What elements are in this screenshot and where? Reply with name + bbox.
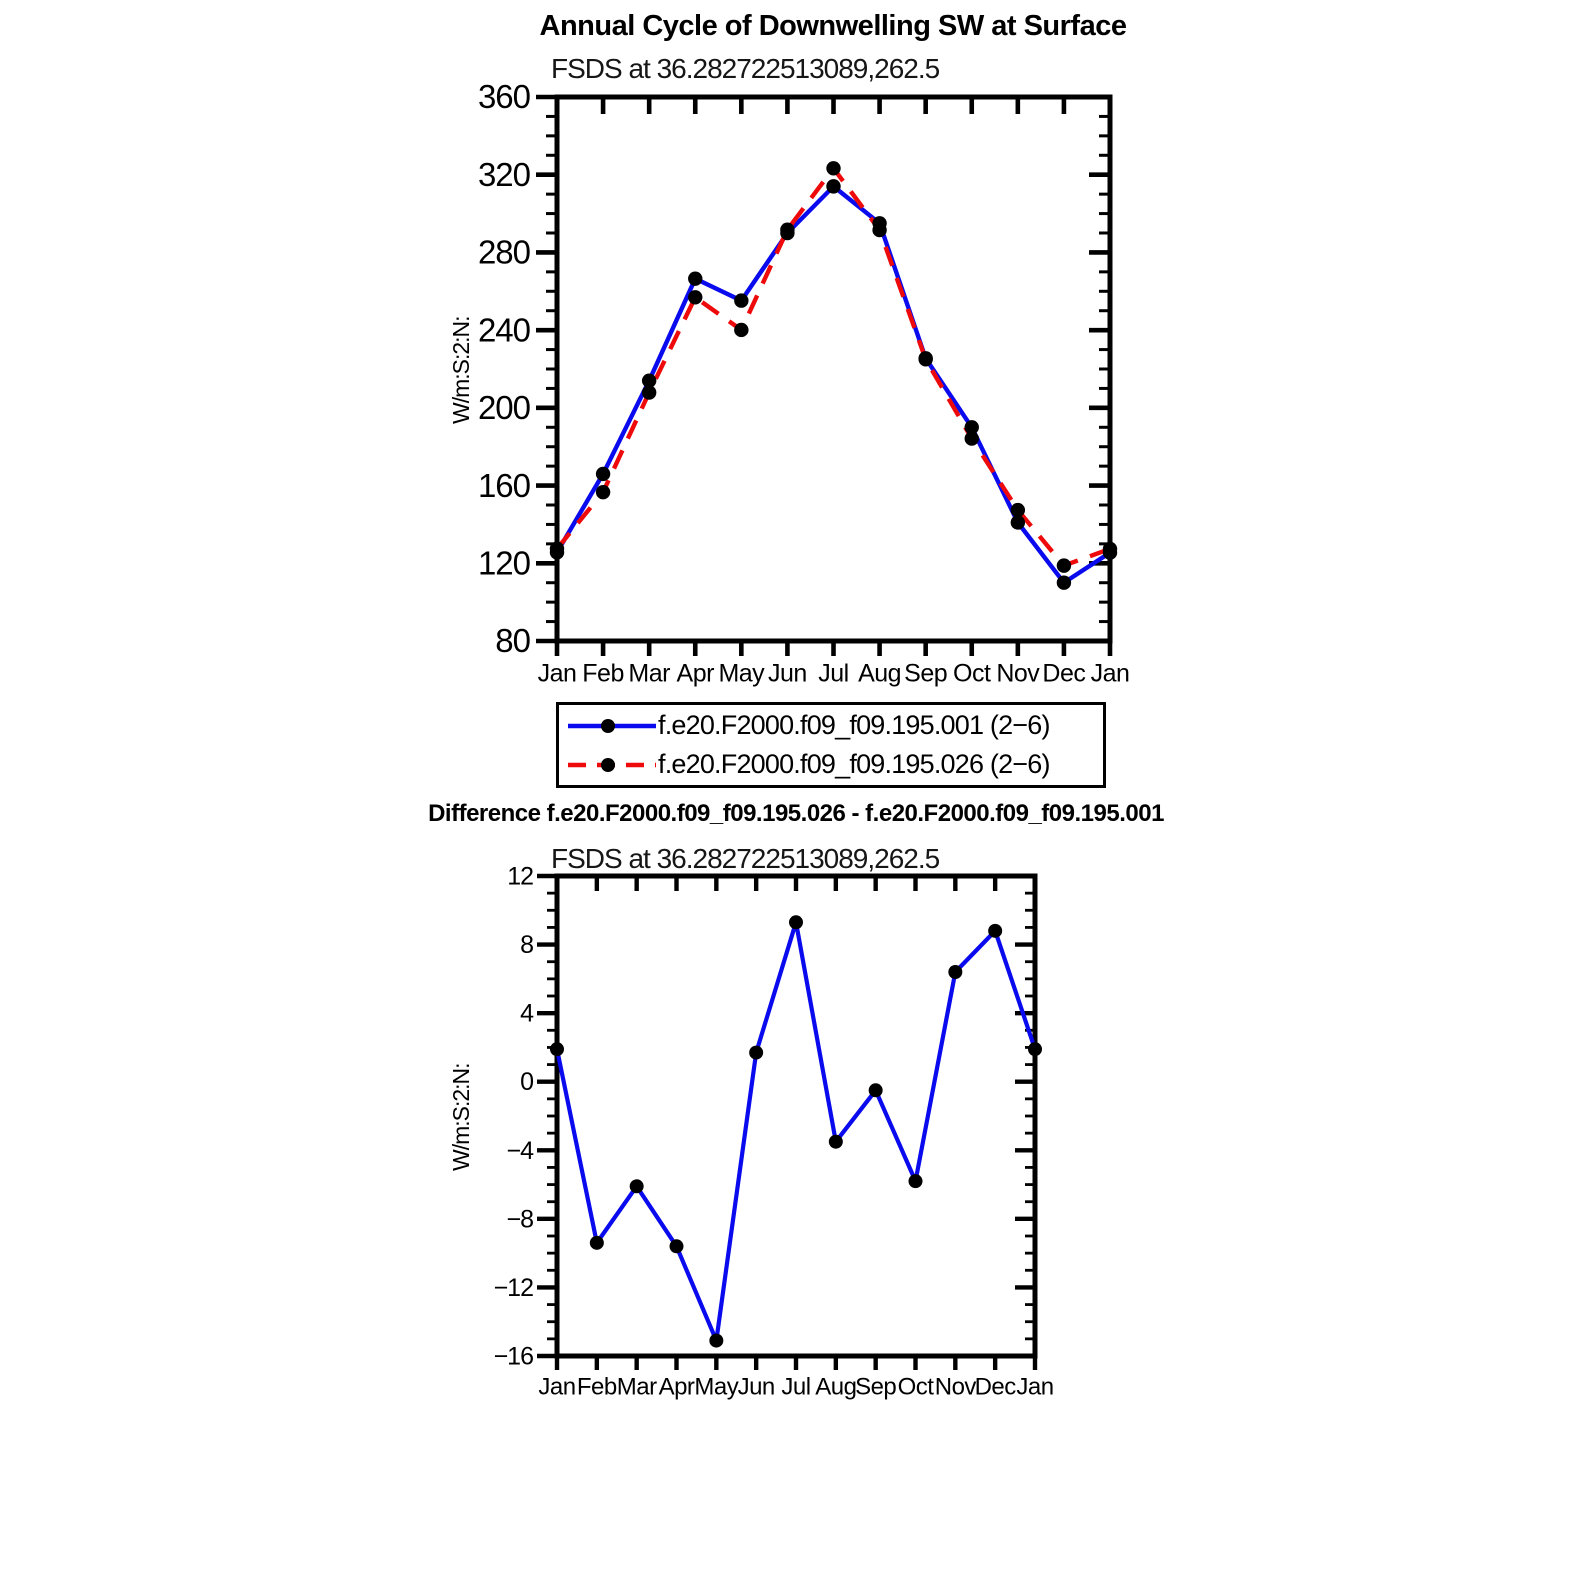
svg-text:8: 8 xyxy=(520,931,533,960)
svg-text:May: May xyxy=(694,1373,739,1401)
svg-text:12: 12 xyxy=(507,862,533,891)
chart1 xyxy=(478,78,1129,687)
chart2-subtitle: FSDS at 36.282722513089,262.5 xyxy=(551,843,940,874)
svg-text:80: 80 xyxy=(495,622,530,660)
legend-row-series1 xyxy=(559,706,1103,745)
svg-text:Dec: Dec xyxy=(1042,659,1086,688)
legend-label-series2: f.e20.F2000.f09_f09.195.026 (2−6) xyxy=(658,749,1050,779)
svg-text:160: 160 xyxy=(477,466,530,504)
svg-text:Dec: Dec xyxy=(974,1373,1016,1401)
svg-text:Oct: Oct xyxy=(897,1373,934,1401)
svg-text:Aug: Aug xyxy=(815,1373,857,1401)
svg-text:Aug: Aug xyxy=(858,659,902,688)
svg-text:Jan: Jan xyxy=(537,659,577,688)
chart1-series1-markers xyxy=(550,179,1117,590)
svg-text:Jun: Jun xyxy=(737,1373,775,1401)
svg-text:Oct: Oct xyxy=(953,659,991,688)
svg-text:−12: −12 xyxy=(493,1273,533,1302)
chart1-axes-ticks xyxy=(536,97,1110,656)
chart1-month-labels xyxy=(538,660,1130,688)
svg-text:Feb: Feb xyxy=(576,1373,617,1401)
svg-text:200: 200 xyxy=(477,389,530,427)
svg-text:Jan: Jan xyxy=(538,1373,576,1401)
svg-text:−4: −4 xyxy=(506,1136,533,1165)
svg-text:Jan: Jan xyxy=(1016,1373,1054,1401)
chart1-title: Annual Cycle of Downwelling SW at Surface xyxy=(539,10,1127,42)
svg-text:May: May xyxy=(718,659,765,688)
chart1-ytick-labels xyxy=(478,78,531,659)
chart2-title: Difference f.e20.F2000.f09_f09.195.026 - f.e20.F2000.f09_f09.195.001 xyxy=(428,800,1164,827)
svg-text:Mar: Mar xyxy=(628,659,670,688)
svg-text:Nov: Nov xyxy=(934,1373,976,1401)
svg-text:−16: −16 xyxy=(493,1342,533,1371)
svg-text:Jul: Jul xyxy=(781,1373,811,1401)
svg-text:Nov: Nov xyxy=(996,659,1040,688)
chart2-frame xyxy=(557,876,1035,1356)
svg-text:Apr: Apr xyxy=(658,1373,695,1401)
svg-text:0: 0 xyxy=(520,1068,533,1097)
svg-text:4: 4 xyxy=(520,999,533,1028)
legend-line-sample-red-dashed xyxy=(566,755,658,775)
svg-text:Sep: Sep xyxy=(904,659,948,688)
chart2-month-labels xyxy=(538,1374,1053,1401)
svg-text:240: 240 xyxy=(477,311,530,349)
legend-line-sample-blue-solid xyxy=(566,716,658,736)
chart2-series1-markers xyxy=(550,915,1042,1347)
chart2-y-axis-label: W/m:S:2:N: xyxy=(448,1063,474,1171)
svg-text:280: 280 xyxy=(477,233,530,271)
svg-text:Mar: Mar xyxy=(616,1373,657,1401)
chart1-series2-markers xyxy=(550,161,1117,573)
legend xyxy=(556,702,1106,788)
svg-text:320: 320 xyxy=(477,155,530,193)
svg-text:Jun: Jun xyxy=(768,659,807,688)
svg-text:Sep: Sep xyxy=(855,1373,897,1401)
svg-text:Jan: Jan xyxy=(1090,659,1130,688)
chart1-y-axis-label: W/m:S:2:N: xyxy=(448,316,474,424)
chart1-frame xyxy=(557,97,1110,641)
legend-label-series1: f.e20.F2000.f09_f09.195.001 (2−6) xyxy=(658,710,1050,740)
svg-text:360: 360 xyxy=(477,78,530,116)
chart1-subtitle: FSDS at 36.282722513089,262.5 xyxy=(551,53,940,84)
chart2-series1-line xyxy=(557,922,1035,1340)
legend-row-series2 xyxy=(559,745,1103,784)
svg-text:Apr: Apr xyxy=(676,659,714,688)
svg-text:120: 120 xyxy=(477,544,530,582)
chart2 xyxy=(494,863,1054,1401)
svg-text:Feb: Feb xyxy=(582,659,624,688)
svg-text:Jul: Jul xyxy=(818,659,849,688)
svg-text:−8: −8 xyxy=(506,1205,533,1234)
chart1-series2-line xyxy=(557,168,1110,565)
chart2-ytick-labels xyxy=(494,863,535,1371)
